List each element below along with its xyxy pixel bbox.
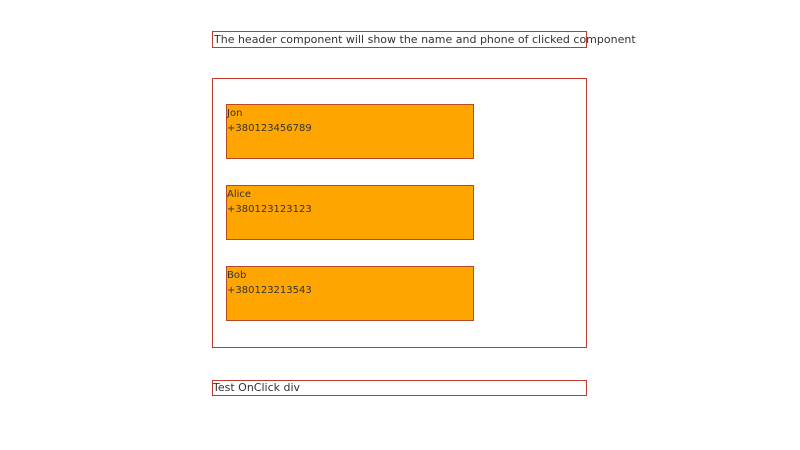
contact-card-bob[interactable] (226, 266, 474, 321)
contact-phone: +380123123123 (227, 204, 312, 215)
contact-phone: +380123456789 (227, 123, 312, 134)
contact-name: Jon (227, 108, 243, 119)
contact-list (212, 78, 587, 348)
header-text: The header component will show the name and phone of clicked component (214, 33, 636, 46)
header-display (212, 31, 636, 48)
contact-name: Alice (227, 189, 252, 200)
test-onclick-div[interactable] (212, 380, 587, 396)
contact-card-alice[interactable] (226, 185, 474, 240)
test-onclick-label: Test OnClick div (213, 381, 301, 394)
contact-name: Bob (227, 270, 247, 281)
contact-card-jon[interactable] (226, 104, 474, 159)
contact-phone: +380123213543 (227, 285, 312, 296)
